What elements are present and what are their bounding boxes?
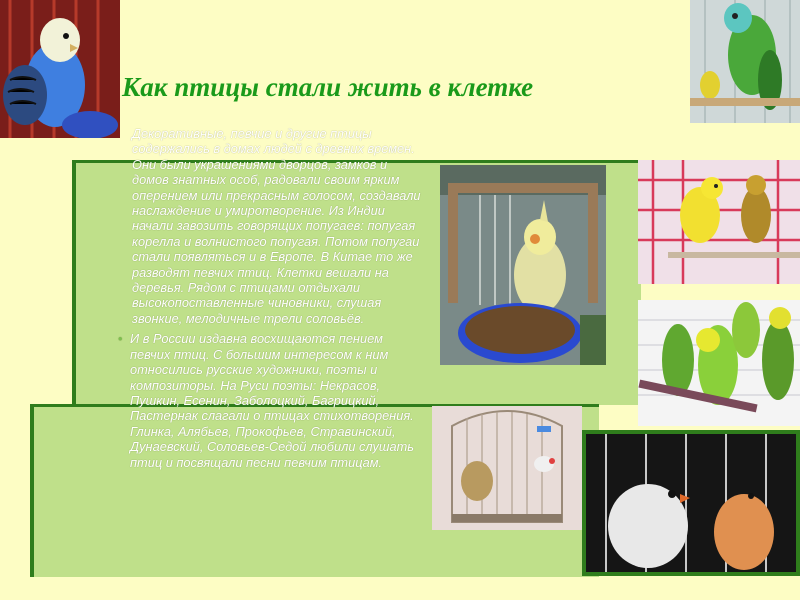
green-budgies-photo <box>638 300 800 426</box>
canaries-photo <box>638 160 800 284</box>
paragraph-russia-text: И в России издавна восхищаются пением певчих птиц. С большим интересом к ним относились русские художники, поэты и композиторы. На Руси поэты: Некрасов, Пушкин, Есенин, Заболоцкий, Багрицкий, Пастернак слагали о птицах стихотворения. Глинка, Алябьев, Прокофьев, Стравинский, Дунаевский, Соловьев-Седой любили слушать птиц и посвящали песни певчим птицам. <box>130 331 415 470</box>
paragraph-russia <box>118 331 426 470</box>
bullet-icon: • <box>118 331 123 347</box>
body-text <box>118 126 426 470</box>
cage-finches-photo <box>432 406 582 530</box>
cockatiel-photo <box>440 165 606 365</box>
white-orange-birds-photo <box>586 434 796 572</box>
slide-title: Как птицы стали жить в клетке <box>122 72 534 102</box>
blue-budgie-photo <box>0 0 120 138</box>
green-amazon-photo <box>690 0 800 123</box>
paragraph-history: Декоративные, певчие и другие птицы содержались в домах людей с древних времен. Они были украшениями дворцов, замков и домов знатных особ, радовали своим ярким оперением или прекрасным голосом, создавали наслаждение и умиротворение. Из Индии начали завозить говорящих попугаев: попугая корелла и волнистого попугая. Потом попугаи стали появляться и в Европе. В Китае то же разводят певчих птиц. Клетки вешали на деревья. Рядом с птицами отдыхали высокопоставленные чиновники, слушая звонкие, мелодичные трели соловьёв. <box>132 126 421 326</box>
